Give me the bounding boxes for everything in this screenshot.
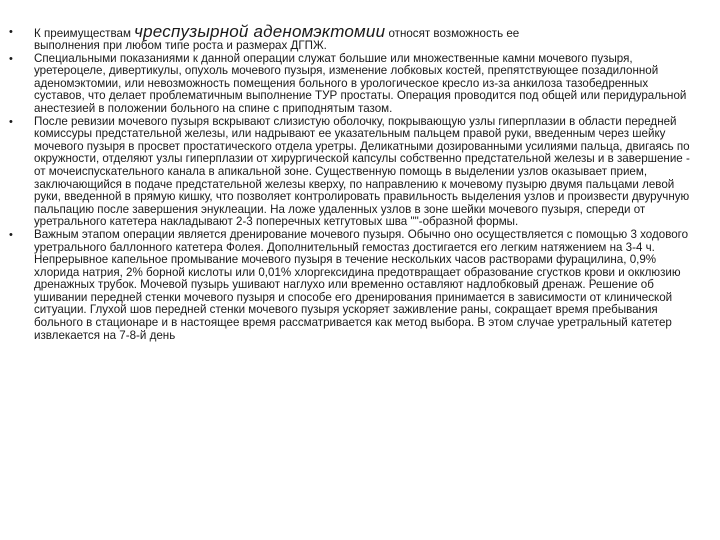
bullet-list (0, 22, 720, 342)
bullet-item-indications (0, 53, 720, 116)
bullet-item-technique (0, 116, 720, 229)
bullet-text-emphasis: чреспузырной аденомэктомии (134, 22, 386, 41)
bullet-item-drainage (0, 229, 720, 342)
bullet-icon: • (9, 115, 13, 128)
bullet-text-post: относят возможность ее (385, 27, 520, 40)
bullet-icon: • (9, 26, 13, 38)
bullet-text-rest: выполнения при любом типе роста и размерах ДГПЖ. (34, 39, 327, 52)
bullet-text: Специальными показаниями к данной операции служат большие или множественные камни мочевого пузыря, уретероцеле, дивертикулы, опухоль мочевого пузыря, изменение лобковых костей, препятствующее позадилонной аденомэктомии, или невозможность помещения больного в урологическое кресло из-за анкилоза тазобедренных суставов, что делает проблематичным выполнение ТУР простаты. Операция проводится под общей или перидуральной анестезией в положении больного на спине с приподнятым тазом. (34, 51, 687, 115)
bullet-icon: • (9, 228, 13, 241)
bullet-text: После ревизии мочевого пузыря вскрывают слизистую оболочку, покрывающую узлы гиперплазии в области передней комиссуры предстательной железы, или надрывают ее указательным пальцем правой руки, введенным через шейку мочевого пузыря в просвет простатического отдела уретры. Деликатными дозированными усилиями пальца, двигаясь по окружности, отделяют узлы гиперплазии от хирургической капсулы собственно предстательной железы и в завершение - от мочеиспускательного канала в апикальной зоне. Существенную помощь в выделении узлов оказывает прием, заключающийся в подаче предстательной железы кверху, по направлению к мочевому пузырю двумя пальцами левой руки, введенной в прямую кишку, что позволяет контролировать правильность выделения узлов и произвести двуручную пальпацию после завершения энуклеации. На ложе удаленных узлов в зоне шейки мочевого пузыря, спереди от уретрального катетера накладывают 2-3 поперечных кетгутовых шва ""-образной формы. (34, 114, 690, 229)
bullet-icon: • (9, 52, 13, 65)
bullet-text: Важным этапом операции является дренирование мочевого пузыря. Обычно оно осуществляется с помощью 3 ходового уретрального баллонного катетера Фолея. Дополнительный гемостаз достигается его легким натяжением на 3-4 ч. Непрерывное капельное промывание мочевого пузыря в течение нескольких часов растворами фурацилина, 0,9% хлорида натрия, 2% борной кислоты или 0,01% хлоргексидина предотвращает образование сгустков крови и окклюзию дренажных трубок. Мочевой пузырь ушивают наглухо или временно оставляют надлобковый дренаж. Решение об ушивании передней стенки мочевого пузыря и способе его дренирования принимается в зависимости от клинической ситуации. Глухой шов передней стенки мочевого пузыря ускоряет заживление раны, сокращает время пребывания больного в стационаре и в настоящее время рассматривается как метод выбора. В этом случае уретральный катетер извлекается на 7-8-й день (34, 227, 689, 342)
bullet-text-pre: К преимуществам (34, 27, 135, 40)
bullet-item-advantages (0, 22, 720, 53)
